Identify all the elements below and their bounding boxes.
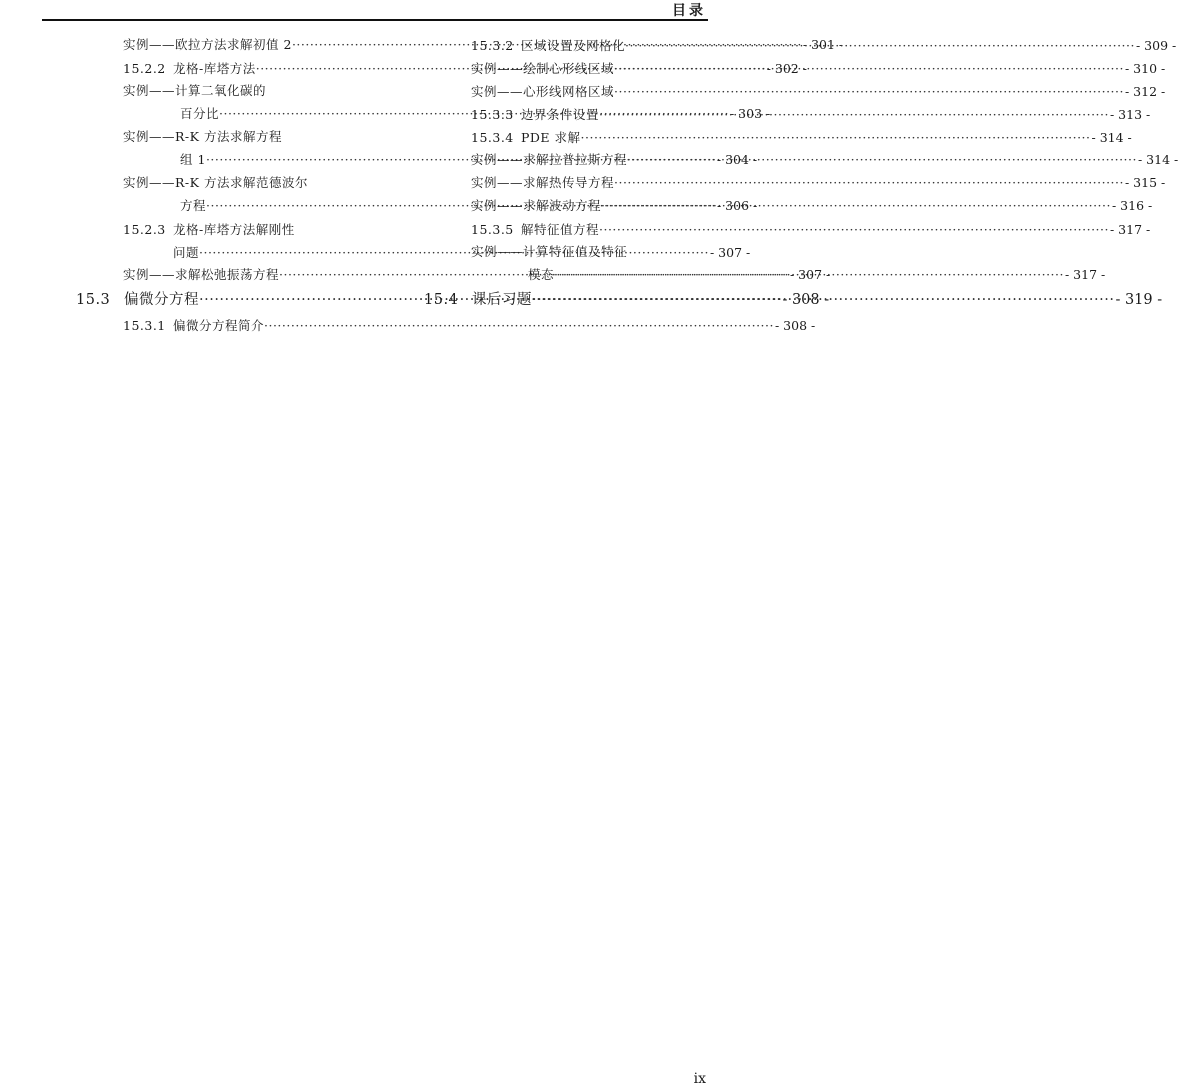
toc-label: 模态: [528, 267, 555, 282]
leader-dots: [581, 130, 1091, 146]
leader-dots: [614, 84, 1124, 100]
toc-number-label: [76, 292, 199, 308]
toc-number: 15.3.3: [471, 107, 514, 122]
toc-number: 15.3.1: [123, 318, 166, 333]
toc-number: 15.3.4: [471, 130, 514, 145]
toc-label: 龙格-库塔方法: [173, 61, 256, 76]
toc-label: 组 1: [180, 152, 206, 167]
leader-dots: [614, 175, 1124, 191]
header-title: 目录: [672, 3, 706, 19]
toc-page: - 310 -: [1124, 61, 1166, 76]
toc-entry[interactable]: [471, 130, 1132, 146]
leader-dots: [601, 198, 1111, 214]
toc-label-line1: 实例——R-K 方法求解范德波尔: [123, 175, 308, 190]
toc-page: - 307 -: [709, 245, 751, 260]
toc-label-line1: 实例——计算二氧化碳的: [123, 83, 267, 98]
leader-dots: [599, 107, 1109, 123]
leader-dots: [532, 292, 1114, 308]
toc-label: 方程: [180, 198, 207, 213]
toc-label: 实例——求解拉普拉斯方程: [471, 152, 628, 167]
leader-dots: [625, 38, 1135, 54]
toc-label: 实例——求解热传导方程: [471, 175, 615, 190]
toc-number: 15.3.5: [471, 222, 514, 237]
toc-label: 实例——心形线网格区域: [471, 84, 615, 99]
toc-number: 15.2.2: [123, 61, 166, 76]
leader-dots: [264, 318, 774, 334]
toc-label: 解特征值方程: [521, 222, 600, 237]
toc-label-line1: 实例——R-K 方法求解方程: [123, 129, 282, 144]
toc-label: 实例——求解松弛振荡方程: [123, 267, 280, 282]
toc-page: - 314 -: [1091, 130, 1132, 145]
toc-number-label: [471, 130, 581, 146]
toc-number-label: [471, 38, 625, 54]
toc-label: 龙格-库塔方法解刚性: [173, 222, 295, 237]
toc-number: 15.3: [76, 292, 111, 308]
toc-number-label: [123, 318, 264, 334]
toc-label: 课后习题: [472, 292, 532, 308]
toc-page: - 309 -: [1135, 38, 1177, 53]
toc-page: - 304 -: [716, 152, 758, 167]
toc-label: 偏微分方程简介: [173, 318, 265, 333]
page-number: ix: [693, 1071, 706, 1087]
toc-label: 区域设置及网格化: [521, 38, 626, 53]
toc-page: - 316 -: [1111, 198, 1153, 213]
toc-page: - 303 -: [729, 106, 771, 121]
toc-page: - 301 -: [802, 37, 844, 52]
leader-dots: [614, 61, 1124, 77]
toc-page: - 317 -: [1109, 222, 1151, 237]
toc-number: 15.3.2: [471, 38, 514, 53]
toc-label: PDE 求解: [521, 130, 581, 145]
header-rule: [42, 19, 708, 21]
toc-page: - 314 -: [1137, 152, 1178, 167]
toc-entry[interactable]: [471, 84, 1166, 100]
toc-number: 15.4: [424, 292, 459, 308]
leader-dots: [599, 222, 1109, 238]
toc-page: - 308 -: [782, 292, 830, 308]
toc-page: - 312 -: [1124, 84, 1166, 99]
toc-entry[interactable]: [123, 318, 816, 334]
toc-label: 实例——绘制心形线区域: [471, 61, 615, 76]
toc-entry[interactable]: [471, 222, 1151, 238]
toc-page: - 307 -: [789, 267, 831, 282]
toc-page: - 306 -: [716, 198, 758, 213]
toc-number: 15.2.3: [123, 222, 166, 237]
toc-page: - 317 -: [1064, 267, 1106, 282]
toc-number-label: [471, 222, 599, 238]
toc-entry[interactable]: [471, 175, 1166, 191]
toc-label: 实例——求解波动方程: [471, 198, 602, 213]
toc-number-label: [424, 292, 532, 308]
toc-page: - 319 -: [1115, 292, 1163, 308]
toc-page: - 308 -: [774, 318, 816, 333]
toc-label: 问题: [173, 245, 200, 260]
toc-page: - 315 -: [1124, 175, 1166, 190]
toc-label: 边界条件设置: [521, 107, 600, 122]
toc-number-label: [471, 107, 599, 123]
leader-dots: [199, 245, 709, 261]
toc-label-line1: [123, 222, 295, 238]
toc-label: 百分比: [180, 106, 220, 121]
toc-label: 实例——欧拉方法求解初值 2: [123, 37, 292, 52]
toc-number-label: [123, 61, 256, 77]
toc-label-line1: 实例——计算特征值及特征: [471, 244, 628, 259]
toc-page: - 313 -: [1109, 107, 1151, 122]
toc-label: 偏微分方程: [124, 292, 199, 308]
leader-dots: [554, 267, 1064, 283]
toc-page: - 302 -: [766, 61, 807, 76]
leader-dots: [627, 152, 1137, 168]
